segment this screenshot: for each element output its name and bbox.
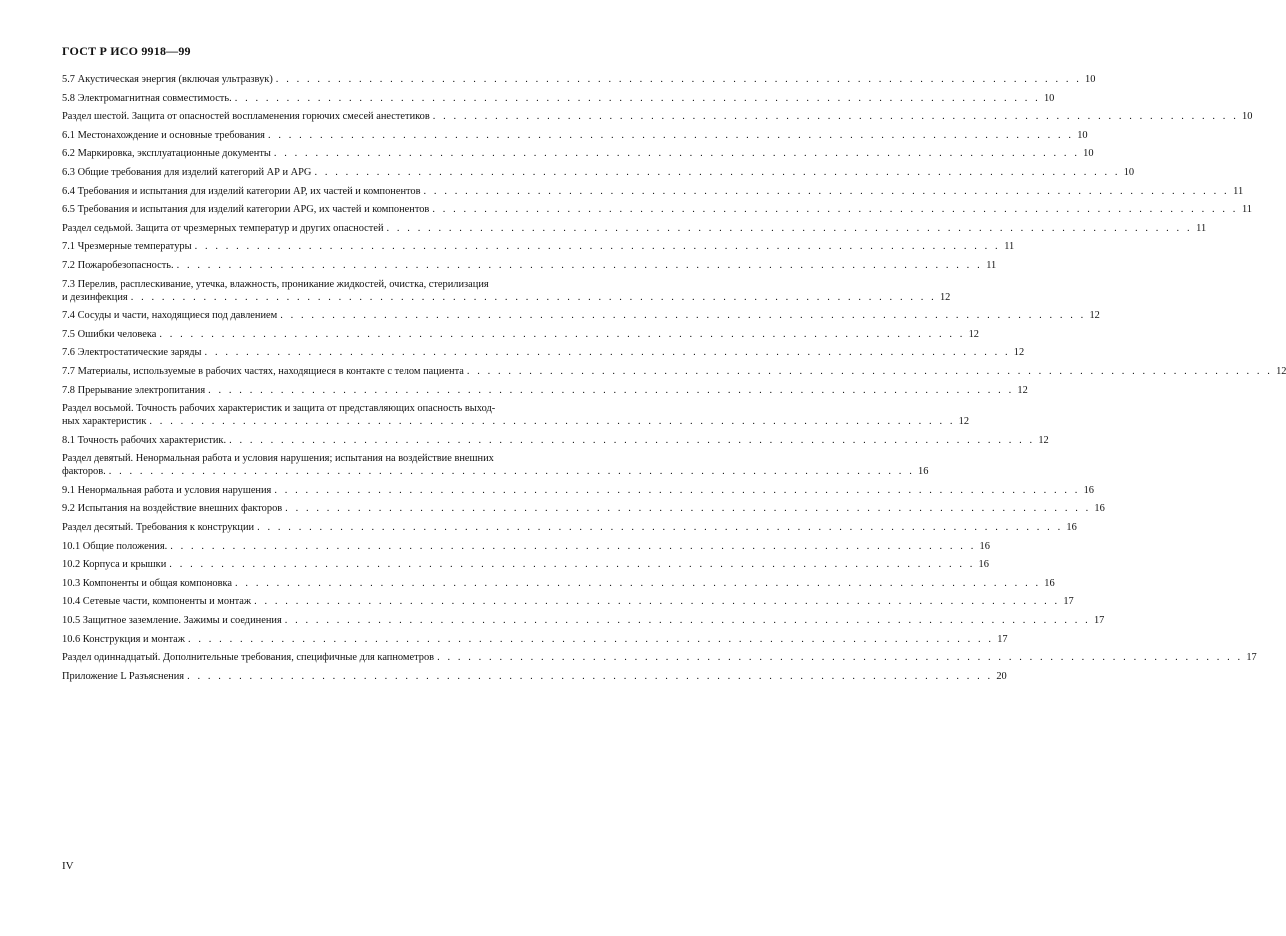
toc-entry-title-line: 7.3 Перелив, расплескивание, утечка, влажность, проникание жидкостей, очистка, стерилизация — [62, 278, 489, 290]
toc-entry-title: Приложение L Разъяснения — [62, 670, 185, 682]
toc-entry — [62, 434, 1049, 447]
toc-page-number: 12 — [968, 328, 979, 340]
toc-entry-title: факторов. — [62, 466, 106, 478]
toc-entry — [62, 521, 1077, 534]
toc-page-number: 11 — [986, 259, 997, 271]
toc-entry-title: ных характеристик — [62, 416, 147, 428]
toc-page-number: 12 — [1089, 310, 1100, 322]
toc-entry-title: 6.5 Требования и испытания для изделий категории APG, их частей и компонентов — [62, 204, 430, 216]
toc-entry — [62, 147, 1094, 160]
toc-entry-title: Раздел шестой. Защита от опасностей воспламенения горючих смесей анестетиков — [62, 111, 430, 123]
toc-dot-leader: . . . . . . . . . . . . . . . . . . . . . . . . . . . . . . . . . . . . . . . . . . . . . . . . . . . . . . . . . . . . . . . . . . . . . . . . . . . . . . — [234, 92, 1041, 104]
toc-entry — [62, 577, 1055, 590]
toc-entry-title-line: Раздел восьмой. Точность рабочих характеристик и защита от представляющих опасность выход- — [62, 403, 496, 415]
toc-dot-leader: . . . . . . . . . . . . . . . . . . . . . . . . . . . . . . . . . . . . . . . . . . . . . . . . . . . . . . . . . . . . . . . . . . . . . . . . . . . . . . — [208, 384, 1014, 396]
toc-page-number: 12 — [1276, 365, 1286, 377]
toc-dot-leader: . . . . . . . . . . . . . . . . . . . . . . . . . . . . . . . . . . . . . . . . . . . . . . . . . . . . . . . . . . . . . . . . . . . . . . . . . . . . . . — [187, 670, 993, 682]
toc-page-number: 10 — [1077, 129, 1088, 141]
toc-dot-leader: . . . . . . . . . . . . . . . . . . . . . . . . . . . . . . . . . . . . . . . . . . . . . . . . . . . . . . . . . . . . . . . . . . . . . . . . . . . . . . — [169, 559, 975, 571]
toc-entry — [62, 452, 929, 478]
toc-dot-leader: . . . . . . . . . . . . . . . . . . . . . . . . . . . . . . . . . . . . . . . . . . . . . . . . . . . . . . . . . . . . . . . . . . . . . . . . . . . . . . — [386, 222, 1193, 234]
toc-entry-title: 6.2 Маркировка, эксплуатационные документы — [62, 148, 271, 160]
toc-entry — [62, 110, 1253, 123]
toc-entry-title: 10.3 Компоненты и общая компоновка — [62, 577, 233, 589]
toc-entry — [62, 309, 1100, 322]
toc-page-number: 12 — [1013, 347, 1025, 359]
toc-entry — [62, 203, 1252, 216]
toc-dot-leader: . . . . . . . . . . . . . . . . . . . . . . . . . . . . . . . . . . . . . . . . . . . . . . . . . . . . . . . . . . . . . . . . . . . . . . . . . . . . . . — [284, 615, 1091, 627]
toc-entry-title: 7.7 Материалы, используемые в рабочих частях, находящиеся в контакте с телом пациента — [62, 365, 464, 377]
toc-entry-title: 7.6 Электростатические заряды — [62, 347, 202, 359]
toc-entry-title: Раздел десятый. Требования к конструкции — [62, 522, 255, 534]
page-header-title: ГОСТ Р ИСО 9918—99 — [62, 44, 191, 58]
toc-dot-leader: . . . . . . . . . . . . . . . . . . . . . . . . . . . . . . . . . . . . . . . . . . . . . . . . . . . . . . . . . . . . . . . . . . . . . . . . . . . . . . — [235, 577, 1041, 589]
toc-entry-title: 7.2 Пожаробезопасность. — [62, 259, 174, 271]
toc-dot-leader: . . . . . . . . . . . . . . . . . . . . . . . . . . . . . . . . . . . . . . . . . . . . . . . . . . . . . . . . . . . . . . . . . . . . . . . . . . . . . . — [257, 522, 1063, 534]
toc-dot-leader: . . . . . . . . . . . . . . . . . . . . . . . . . . . . . . . . . . . . . . . . . . . . . . . . . . . . . . . . . . . . . . . . . . . . . . . . . . . . . . — [423, 185, 1230, 197]
toc-entry — [62, 185, 1244, 198]
toc-dot-leader: . . . . . . . . . . . . . . . . . . . . . . . . . . . . . . . . . . . . . . . . . . . . . . . . . . . . . . . . . . . . . . . . . . . . . . . . . . . . . . — [187, 633, 994, 645]
toc-dot-leader: . . . . . . . . . . . . . . . . . . . . . . . . . . . . . . . . . . . . . . . . . . . . . . . . . . . . . . . . . . . . . . . . . . . . . . . . . . . . . . — [229, 434, 1035, 446]
toc-entry — [62, 73, 1096, 86]
toc-entry-title: 10.6 Конструкция и монтаж — [62, 633, 185, 645]
toc-dot-leader: . . . . . . . . . . . . . . . . . . . . . . . . . . . . . . . . . . . . . . . . . . . . . . . . . . . . . . . . . . . . . . . . . . . . . . . . . . . . . . — [273, 148, 1080, 160]
toc-dot-leader: . . . . . . . . . . . . . . . . . . . . . . . . . . . . . . . . . . . . . . . . . . . . . . . . . . . . . . . . . . . . . . . . . . . . . . . . . . . . . . — [254, 596, 1060, 608]
toc-page-number: 12 — [939, 291, 951, 303]
toc-entry — [62, 166, 1135, 179]
toc-page-number: 16 — [978, 559, 989, 571]
toc-entry — [62, 365, 1286, 378]
toc-entry-title: 7.5 Ошибки человека — [62, 328, 157, 340]
toc-entry-title: 6.1 Местонахождение и основные требования — [62, 129, 265, 141]
toc-page-number: 16 — [918, 466, 929, 478]
toc-page-number: 17 — [997, 633, 1008, 645]
toc-page-number: 12 — [958, 416, 970, 428]
toc-dot-leader: . . . . . . . . . . . . . . . . . . . . . . . . . . . . . . . . . . . . . . . . . . . . . . . . . . . . . . . . . . . . . . . . . . . . . . . . . . . . . . — [275, 74, 1082, 85]
toc-entry-title: 9.1 Ненормальная работа и условия нарушения — [62, 484, 272, 496]
toc-entry — [62, 384, 1028, 397]
toc-entry-title: 10.5 Защитное заземление. Зажимы и соединения — [62, 615, 282, 627]
toc-dot-leader: . . . . . . . . . . . . . . . . . . . . . . . . . . . . . . . . . . . . . . . . . . . . . . . . . . . . . . . . . . . . . . . . . . . . . . . . . . . . . . — [130, 291, 937, 303]
toc-dot-leader: . . . . . . . . . . . . . . . . . . . . . . . . . . . . . . . . . . . . . . . . . . . . . . . . . . . . . . . . . . . . . . . . . . . . . . . . . . . . . . — [285, 503, 1091, 515]
toc-page-number: 10 — [1242, 111, 1253, 123]
toc-entry-title: 9.2 Испытания на воздействие внешних факторов — [62, 503, 283, 515]
toc-entry-title: и дезинфекция — [62, 291, 128, 303]
toc-entry — [62, 670, 1007, 683]
toc-entry — [62, 633, 1008, 646]
toc-page-number: 11 — [1233, 185, 1244, 197]
toc-dot-leader: . . . . . . . . . . . . . . . . . . . . . . . . . . . . . . . . . . . . . . . . . . . . . . . . . . . . . . . . . . . . . . . . . . . . . . . . . . . . . . — [176, 259, 983, 271]
toc-entry-title: 5.8 Электромагнитная совместимость. — [62, 92, 232, 104]
toc-page-number: 16 — [979, 540, 990, 552]
toc-dot-leader: . . . . . . . . . . . . . . . . . . . . . . . . . . . . . . . . . . . . . . . . . . . . . . . . . . . . . . . . . . . . . . . . . . . . . . . . . . . . . . — [170, 540, 976, 552]
toc-page-number: 16 — [1066, 522, 1077, 534]
toc-dot-leader: . . . . . . . . . . . . . . . . . . . . . . . . . . . . . . . . . . . . . . . . . . . . . . . . . . . . . . . . . . . . . . . . . . . . . . . . . . . . . . — [432, 204, 1238, 216]
toc-page-number: 10 — [1085, 74, 1096, 85]
toc-entry-title-line: Раздел девятый. Ненормальная работа и условия нарушения; испытания на воздействие внешних — [62, 453, 494, 465]
toc-entry-title: 10.1 Общие положения. — [62, 540, 168, 552]
toc-entry — [62, 484, 1094, 497]
toc-entry-title: 10.4 Сетевые части, компоненты и монтаж — [62, 596, 252, 608]
table-of-contents — [62, 73, 1286, 688]
toc-entry-title: 7.8 Прерывание электропитания — [62, 384, 206, 396]
toc-page-number: 17 — [1246, 652, 1257, 664]
toc-entry — [62, 278, 951, 304]
toc-dot-leader: . . . . . . . . . . . . . . . . . . . . . . . . . . . . . . . . . . . . . . . . . . . . . . . . . . . . . . . . . . . . . . . . . . . . . . . . . . . . . . — [204, 347, 1011, 359]
toc-entry — [62, 129, 1088, 142]
toc-page-number: 17 — [1063, 596, 1074, 608]
toc-page-number: 12 — [1038, 434, 1049, 446]
toc-entry — [62, 595, 1074, 608]
toc-entry-title: 8.1 Точность рабочих характеристик. — [62, 434, 227, 446]
toc-entry-title: 6.4 Требования и испытания для изделий категории АР, их частей и компонентов — [62, 185, 421, 197]
toc-entry — [62, 259, 997, 272]
toc-dot-leader: . . . . . . . . . . . . . . . . . . . . . . . . . . . . . . . . . . . . . . . . . . . . . . . . . . . . . . . . . . . . . . . . . . . . . . . . . . . . . . — [159, 328, 965, 340]
toc-page-number: 10 — [1083, 148, 1094, 160]
toc-dot-leader: . . . . . . . . . . . . . . . . . . . . . . . . . . . . . . . . . . . . . . . . . . . . . . . . . . . . . . . . . . . . . . . . . . . . . . . . . . . . . . — [432, 111, 1239, 123]
toc-entry — [62, 558, 989, 571]
toc-entry — [62, 240, 1015, 253]
toc-entry-title: Раздел одиннадцатый. Дополнительные требования, специфичные для капнометров — [62, 652, 435, 664]
toc-page-number: 11 — [1241, 204, 1252, 216]
toc-dot-leader: . . . . . . . . . . . . . . . . . . . . . . . . . . . . . . . . . . . . . . . . . . . . . . . . . . . . . . . . . . . . . . . . . . . . . . . . . . . . . . — [149, 416, 956, 428]
toc-dot-leader: . . . . . . . . . . . . . . . . . . . . . . . . . . . . . . . . . . . . . . . . . . . . . . . . . . . . . . . . . . . . . . . . . . . . . . . . . . . . . . — [314, 166, 1121, 178]
toc-page-number: 12 — [1017, 384, 1028, 396]
toc-page-number: 17 — [1093, 615, 1105, 627]
toc-dot-leader: . . . . . . . . . . . . . . . . . . . . . . . . . . . . . . . . . . . . . . . . . . . . . . . . . . . . . . . . . . . . . . . . . . . . . . . . . . . . . . — [437, 652, 1243, 664]
toc-page-number: 10 — [1043, 92, 1055, 104]
toc-dot-leader: . . . . . . . . . . . . . . . . . . . . . . . . . . . . . . . . . . . . . . . . . . . . . . . . . . . . . . . . . . . . . . . . . . . . . . . . . . . . . . — [280, 310, 1086, 322]
toc-entry — [62, 346, 1025, 359]
page-footer-number: IV — [62, 860, 74, 872]
toc-entry — [62, 402, 970, 428]
toc-dot-leader: . . . . . . . . . . . . . . . . . . . . . . . . . . . . . . . . . . . . . . . . . . . . . . . . . . . . . . . . . . . . . . . . . . . . . . . . . . . . . . — [194, 241, 1001, 253]
toc-entry — [62, 502, 1105, 515]
toc-entry — [62, 540, 990, 553]
toc-dot-leader: . . . . . . . . . . . . . . . . . . . . . . . . . . . . . . . . . . . . . . . . . . . . . . . . . . . . . . . . . . . . . . . . . . . . . . . . . . . . . . — [274, 484, 1080, 496]
toc-entry-title: 10.2 Корпуса и крышки — [62, 559, 167, 571]
toc-dot-leader: . . . . . . . . . . . . . . . . . . . . . . . . . . . . . . . . . . . . . . . . . . . . . . . . . . . . . . . . . . . . . . . . . . . . . . . . . . . . . . — [108, 466, 915, 478]
toc-dot-leader: . . . . . . . . . . . . . . . . . . . . . . . . . . . . . . . . . . . . . . . . . . . . . . . . . . . . . . . . . . . . . . . . . . . . . . . . . . . . . . — [267, 129, 1074, 141]
toc-page-number: 20 — [996, 670, 1007, 682]
toc-dot-leader: . . . . . . . . . . . . . . . . . . . . . . . . . . . . . . . . . . . . . . . . . . . . . . . . . . . . . . . . . . . . . . . . . . . . . . . . . . . . . . — [466, 365, 1273, 377]
toc-entry — [62, 328, 979, 341]
toc-page-number: 16 — [1094, 503, 1105, 515]
toc-page-number: 11 — [1196, 222, 1207, 234]
toc-entry-title: 7.1 Чрезмерные температуры — [62, 241, 192, 253]
toc-entry — [62, 222, 1207, 235]
toc-page-number: 11 — [1004, 241, 1015, 253]
toc-page-number: 16 — [1044, 577, 1055, 589]
toc-entry-title: Раздел седьмой. Защита от чрезмерных температур и других опасностей — [62, 222, 384, 234]
toc-entry-title: 7.4 Сосуды и части, находящиеся под давлением — [62, 310, 278, 322]
toc-entry-title: 5.7 Акустическая энергия (включая ультразвук) — [62, 74, 273, 85]
toc-page-number: 16 — [1083, 484, 1094, 496]
toc-entry — [62, 651, 1257, 664]
toc-page-number: 10 — [1123, 166, 1135, 178]
toc-entry — [62, 614, 1105, 627]
toc-entry — [62, 92, 1055, 105]
toc-entry-title: 6.3 Общие требования для изделий категорий АР и APG — [62, 166, 312, 178]
